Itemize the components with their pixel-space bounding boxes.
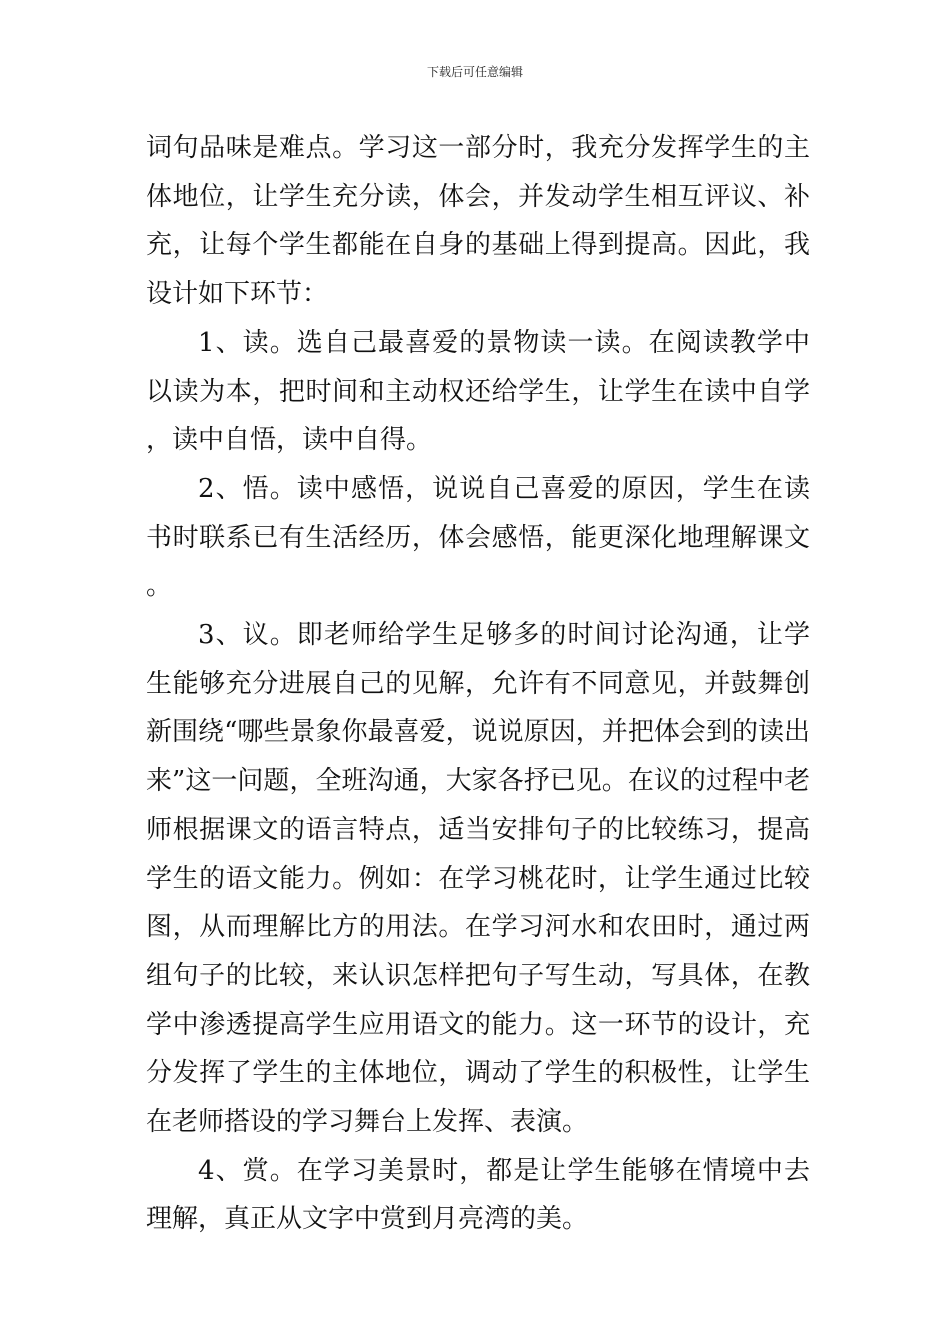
page-header: 下载后可任意编辑 <box>426 65 523 79</box>
paragraph-item-1-read: 1、读。选自己最喜爱的景物读一读。在阅读教学中以读为本，把时间和主动权还给学生，让学生在读中自学，读中自悟，读中自得。 <box>146 327 810 456</box>
document-body <box>146 124 810 1244</box>
paragraph-item-2-understand: 2、悟。读中感悟，说说自己喜爱的原因，学生在读书时联系已有生活经历，体会感悟，能更深化地理解课文。 <box>146 473 810 602</box>
paragraph-item-4-appreciate: 4、赏。在学习美景时，都是让学生能够在情境中去理解，真正从文字中赏到月亮湾的美。 <box>146 1155 810 1235</box>
paragraph-intro: 词句品味是难点。学习这一部分时，我充分发挥学生的主体地位，让学生充分读，体会，并发动学生相互评议、补充，让每个学生都能在自身的基础上得到提高。因此，我设计如下环节： <box>146 133 810 310</box>
paragraph-item-3-discuss: 3、议。即老师给学生足够多的时间讨论沟通，让学生能够充分进展自己的见解，允许有不同意见，并鼓舞创新围绕“哪些景象你最喜爱，说说原因，并把体会到的读出来”这一问题，全班沟通，大家各抒已见。在议的过程中老师根据课文的语言特点，适当安排句子的比较练习，提高学生的语文能力。例如：在学习桃花时，让学生通过比较图，从而理解比方的用法。在学习河水和农田时，通过两组句子的比较，来认识怎样把句子写生动，写具体，在教学中渗透提高学生应用语文的能力。这一环节的设计，充分发挥了学生的主体地位，调动了学生的积极性，让学生在老师搭设的学习舞台上发挥、表演。 <box>146 620 810 1138</box>
